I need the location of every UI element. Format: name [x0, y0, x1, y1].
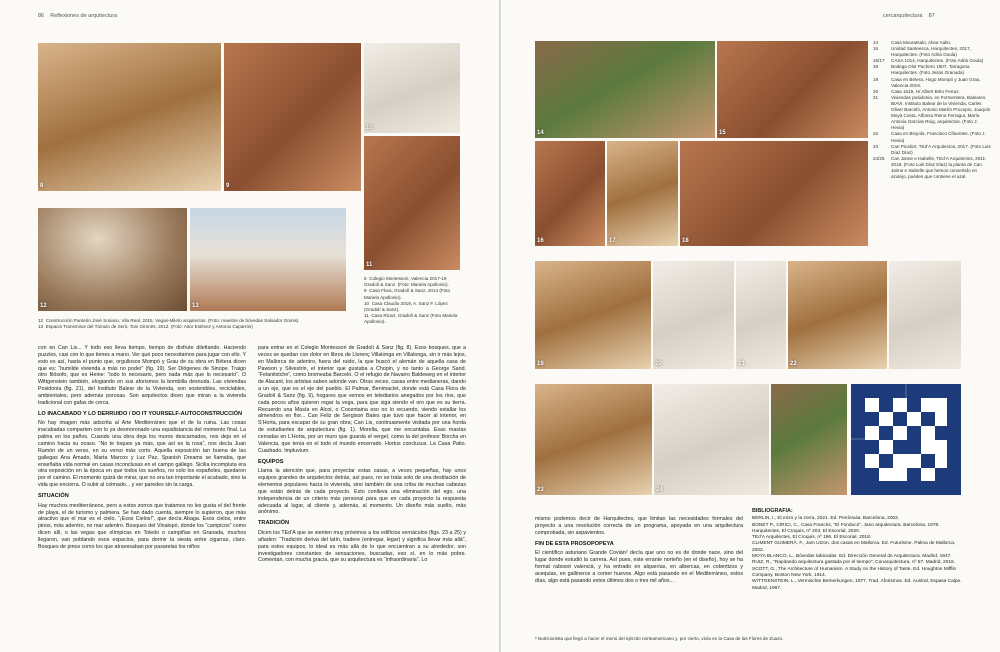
photo-number: 25 — [853, 487, 860, 493]
photo-number: 18 — [682, 238, 689, 244]
photo-24 — [654, 384, 769, 495]
caption-21: 21 Viviendas posidonia, en Formentera, Baleares. IBAVI. Instituto Balear de la Vivienda, Carles Oliver Barceló, Antonio Martín Procopio, Joaquín Moyà Costa, Alfonso Reina Ferragut, María Antonia Garcías Roig, arquitectos. (Foto J. Hevia) — [873, 94, 991, 131]
caption-9: 9 Casa Flora, Gradolí & Sanz, 2014 (Foto Mariela Apollonio). — [364, 288, 451, 300]
bibliography-entry: BERLIN, I., El erizo y la zorra, 2021. Ed. Península. Barcelona, 2002. — [752, 516, 900, 522]
captions-8-11 — [364, 276, 462, 326]
photo-12 — [38, 208, 187, 311]
right-page — [501, 0, 1000, 652]
photo-number: 21 — [738, 361, 745, 367]
page-number: 86 — [38, 13, 45, 19]
bibliography-entry: WITTGENSTEIN, L., Vermischte Bemerkungen, 1977. Trad. Aforismos. Ed. Austral, Espasa Calpe. Madrid, 1997. — [752, 579, 962, 591]
bibliography-entry: CLIMENT GUIMERÀ, F., Jam Utzon, dos casas en Mallorca. Ed. Futurisme. Palma de Mallorca, 2002. — [752, 541, 956, 553]
photo-25-tile-plan — [851, 384, 961, 495]
photo-13 — [190, 208, 346, 311]
bibliography-entry: RUIZ, R., “Rapitando arquitectura gastada por el tiempo”, Conarquitectura, nº 57. Madrid, 2016. — [752, 560, 956, 566]
bibliography-entry: SCOTT, G., The Architecture of Humanism. A Study on the History of Taste. Ed. Houghton Mifflin Company. Boston New York, 1914. — [752, 566, 957, 578]
tile-plan-graphic — [851, 384, 961, 495]
caption-12: 12 Construcción Panteón José Soriano, Vila Real, 2015, Vegas-Mileto arquitectos. (Foto: maestre de bóvedas Salvador Gomis) — [38, 318, 299, 323]
photo-19 — [535, 261, 651, 369]
caption-8: 8 Colegio Montessori, Valencia 2017-19 Gradolí & Sanz. (Foto: Mariela Apollonio). — [364, 276, 449, 288]
section-heading: FIN DE ESTA PROSOPOPEYA — [535, 540, 614, 547]
text-column-2 — [258, 345, 466, 645]
left-page — [0, 0, 499, 652]
bibliography-entry: BONET P., CIRICI, C., Casa Francès, “El Fonducó”, Jano arquitectura. Barcelona, 1978. — [752, 522, 940, 528]
photo-number: 17 — [609, 238, 616, 244]
section-heading: EQUIPOS — [258, 458, 284, 465]
photo-9 — [224, 43, 361, 191]
photo-16 — [535, 141, 605, 246]
photo-number: 13 — [192, 303, 199, 309]
caption-18: 18 Bodega Olot Pachero 1507, Tarragona Harquitectes. (Foto Jesús Granada) — [873, 64, 970, 76]
caption-10: 10 Casa Claudio 2019, A. Sanz F. López (Gradolí & Sanz). — [364, 300, 448, 313]
text-column-1 — [38, 345, 246, 645]
photo-number: 22 — [790, 361, 797, 367]
section-heading: LO INACABADO Y LO DERRUIDO / DO IT YOURSELF-AUTOCONSTRUCCIÓN — [38, 410, 243, 417]
bibliography — [752, 508, 964, 626]
page-header-right — [883, 13, 935, 19]
caption-14: 14 Casa Muuratsalo, Alvar Aalto. — [873, 40, 952, 45]
photo-number: 14 — [537, 130, 544, 136]
photo-number: 8 — [40, 183, 44, 189]
side-captions — [873, 40, 991, 180]
paragraph: No hay imagen más adscrita al Arte Mediterráneo que el de la ruina. Las cosas inacabadas comparten con lo ya desmoronado una equidistancia del momento final. La pátina en los paños. Cuando una obra deja los muros descarnados, nos deja en el camino hacia su ocaso. “No te toques ya más, que así es la rosa”, nos decía Juan Ramón de un verso, en su verso más corto. Aquella exposición tan buena de las gallegas Ana Amado, Marta Marcos y Luz Paz, Spanish Dreams se llamaba, que enseñaba vida normal en casas inconclusas en el campo gallego. Sicilia incompiuta era otra exposición en la época en que todos los sueños, no solo los españoles, quedaron por el camino. El momento quizá de mirar, que no era tan importante el acabado, sino la vida que encierra. O subir al colmado... y ver paredes sin la carga. — [38, 420, 246, 489]
photo-number: 20 — [655, 361, 662, 367]
photo-number: 11 — [366, 262, 373, 268]
page-header-left — [38, 13, 117, 19]
photo-18 — [680, 141, 868, 246]
photo-24b — [771, 384, 847, 495]
photo-10 — [364, 43, 460, 133]
photo-number: 12 — [40, 303, 47, 309]
section-heading: TRADICIÓN — [258, 520, 290, 527]
photo-15 — [717, 41, 868, 138]
paragraph: Llama la atención que, para proyectar estas casas, a veces pequeñas, hay unos equipos grandes de arquitectos detrás, así pues, no se trata solo de una destilación de elementos populares hacia lo vivienda, sino también de una criba de muchas cabezas que están detrás de cada proyecto. Esto conlleva una eliminación del ego, una independencia de un criterio más personal para que en cada proyecto la respuesta adecuada al lugar, al cliente y, además, al momento. Un diseño más suelto, más anónimo. — [258, 468, 466, 516]
caption-16-17: 16/17 CASA 1014, Harquitectes. (Foto Adrià Goula) — [873, 58, 984, 64]
caption-19: 19 Casa en Bétera, Hugo Mompó y Juan Grau, Valencia 2019. — [873, 76, 981, 88]
caption-15: 15 Unidad Santeesca, Harquitectes, 2017, Harquitectes. (Foto Adrià Goula) — [873, 46, 971, 58]
photo-21 — [736, 261, 786, 369]
photo-22 — [788, 261, 887, 369]
photo-number: 16 — [537, 238, 544, 244]
photo-14 — [535, 41, 715, 138]
photo-20 — [653, 261, 734, 369]
photo-8 — [38, 43, 221, 191]
photo-number: 10 — [366, 125, 373, 131]
photo-22b — [889, 261, 961, 369]
photo-number: 19 — [537, 361, 544, 367]
photo-17 — [607, 141, 678, 246]
photo-number: 24 — [656, 487, 663, 493]
paragraph: El científico asturiano Grande Covián² decía que uno no es de donde nace, sino del lugar donde estudió la carrera. Así pues, este errante norteño (en el diseño), hoy se ha format rabosot valencià, y ha entrado en alquerías, en albercas, en cobertizos y acequias, en gallineros a comer huevos. Algo está pasando en el Mediterráneo, estos días, algo está pasando estos últimos dos o tres mil años... — [535, 550, 743, 584]
running-title: Reflexiones de arquitectura — [50, 13, 118, 19]
paragraph: para entrar en el Colegio Montessori de Gradolí & Sanz (fig. 8). Esos bosques, que a veces se quedan con dolor en libros de Llorenç Villalonga en Villalonga, sin ir más lejos, en Mallorca de adentro, fuera del ruido, la que buscó el alemán de aquella casa de Pawson y Silvestrin, el interior que gustaba a Chopin, y no tanto a George Sand. “Felanitxtche”, como bromeaba Barceló. O el refugio de Navarro Baldeweg en el interior de Alacant, los artistas saben adonde van. Otras veces, casas entre medianeras, dando a un eje, que es el eje del pueblo. El Palmar, Benimaclet, donde está Casa Flora de Gradolí & Sanz (fig. 9), hogares que vemos en telediarios anegados por los ríos, que cada pocos años quieren regar la vega, para que siga siendo el oro que es su tierra. Recuerdo una Masía en Alcoi, o Cocentaina eso no lo recuerdo, viendo estallar los almendros en flor... Can Feliz de Sergison Bates que tuvo que hacer al interior, en S’Horta, para escapar de su gran obra; Can Lis, continuamente visitada por una horda de estudiantes de arquitectura (fig. 1). Morella, que me encantaba. Esas masías cerradas en L’Horta, por un muro que guarda el vergel, como la del profesor Borcha en Valencia, que tenía en el todo el mundo encerrado. Hortus conclusus. La Casa Patio. Cuadrado. Impluvium. — [258, 345, 466, 454]
paragraph: Hay muchos mediterráneos, pero a estos zorros que tratamos no les gusta el del frente de playa, el de turismo y palmera. Se han dado cuenta, siempre lo supieron, que más atractivo que el mar es el cielo. “¡Esos Cielos!”, que decía Abaga. Esos cielos, entre pinos, más adentro, no mar adentro. Bosques del Vinalopó, donde los “campicos” como dicen allí, o las vegas que olímpicas en Toledo o campiñas en Granada, muchos llegaron, van poblando esos espacios, para dormir la siesta entre cigarras, claro. Bosques de pinos como los que atravesaban por pasarelas los niños — [38, 502, 246, 550]
photo-23 — [535, 384, 652, 495]
running-title: cercarquitectura — [883, 13, 923, 19]
paragraph: Dicen los TEd’A que se sienten muy próximos a los edificios vernáculos (figs. 23 a 25) y añaden: “Tradición deriva del latín, tradere (entregar, legar) y significa llevar más allá”, para estos equipos, lo ideal es más allá de lo que encuentran a su alrededor, son investigadores constantes de sensaciones, buscadas, eso sí, en lo más pobre. Comentan, con mucha gracia, que su arquitectura es “infraordinaria”. Lo — [258, 530, 466, 564]
caption-20: 20 Casa 1619, H/ Albert Brito Ferraz. — [873, 88, 960, 94]
caption-22: 22 Casa en Binyola, Francisco Cifuentes. (Foto J. Hevia) — [873, 131, 986, 143]
photo-11 — [364, 136, 460, 270]
page-number: 87 — [928, 13, 935, 19]
caption-13: 13 Espacio Transmisor del Túmulo de Serò, Toni Gironès, 2012. (Foto: Aitor Estévez y Antonio Caparrós) — [38, 324, 253, 330]
bibliography-entry: Harquitectes, El Croquis, nº 203. El Escorial, 2020. — [752, 528, 861, 534]
photo-number: 9 — [226, 183, 230, 189]
footnote: ² Nutricionista que llegó a hacer el menú del ejército norteamericano y, por cierto, vivía en la Casa de las Flores de Zuazo. — [535, 636, 784, 641]
bibliography-entry: TEd’A Arquitectes, El Croquis, nº 196. El Escorial, 2018. — [752, 535, 872, 541]
photo-number: 23 — [537, 487, 544, 493]
paragraph: mismo podemos decir de Harquitectes, que limitan las necesidades formales del proyecto a una resolución correcta de un programa, apoyada en una arquitectura comprobada, sin aspavientos. — [535, 516, 743, 536]
bibliography-title: BIBLIOGRAFÍA: — [752, 508, 793, 514]
captions-12-13 — [38, 318, 338, 330]
caption-23: 23 Can Picafort, TEd’A Arquitectos, 2017. (Foto Luis Díaz Díaz) — [873, 143, 991, 155]
photo-number: 15 — [719, 130, 726, 136]
text-column-3 — [535, 516, 743, 624]
bibliography-entry: MOYA BLANCO, L., Bóvedas tabicadas. Ed. Dirección General de Arquitectura. Madrid, 1947. — [752, 554, 952, 560]
section-heading: SITUACIÓN — [38, 492, 69, 499]
paragraph: con en Can Lis... Y todo eso lleva tiempo, tiempo de disfrute dilettando. Haciendo puzzles, casi con lo que tienes a mano. Ver qué poco necesitamos para jugar con ello. Y esto es así, hasta el punto que, orgullosos Mompó y Grau de su obra en Bétera dicen que es: “humilde vivienda a más no poder” (fig. 19). Ser Diógenes de Sinope. Traigo otro filósofo, que es Heine: “todo lo necesario, pero nada más que lo necesario”. O Wittgenstein también, elogiando en sus aforismos la bombilla desnuda. Las viviendas Posidonia (fig. 21), del Instituto Balear de la Vivienda, son sostenibles, reciclables, ambientales, pero además porosas. Son arquitectos dicen que miran a la vivienda tradicional con gafas de cerca. — [38, 345, 246, 406]
caption-11: 11 Casa Ricart, Gradolí & Sanz (Foto Mariela Apollonio). — [364, 313, 458, 325]
caption-24-25: 24/25 Can Jaime e Isabelle, TEd’A Arquitectos, 2011-2018. (Foto Luis Díaz Díaz) la planta de Can Jaime e Isabelle que hemos convertido en azulejo, puédes que contiene el azul. — [873, 155, 987, 180]
